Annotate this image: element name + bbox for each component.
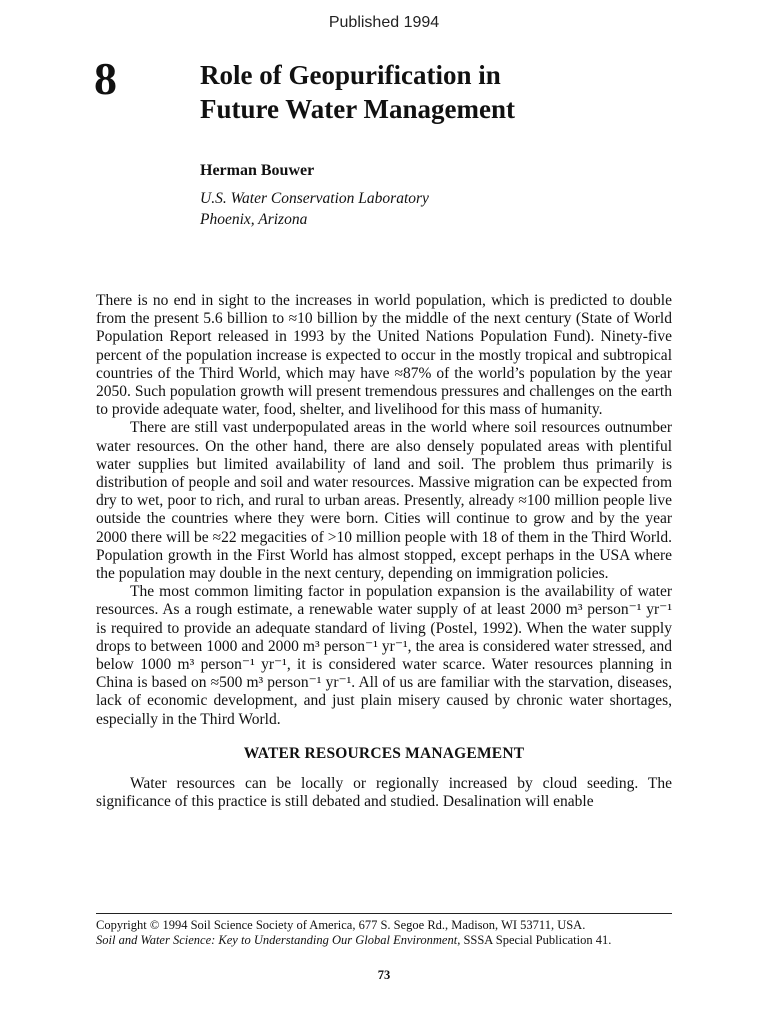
chapter-title <box>200 58 700 126</box>
footer-note <box>96 918 672 948</box>
footnote-divider <box>96 913 672 914</box>
section-heading: WATER RESOURCES MANAGEMENT <box>243 744 525 762</box>
chapter-number: 8 <box>94 53 117 104</box>
paragraph-2: There are still vast underpopulated areas in the world where soil resources outnumber water resources. On the other hand, there are also densely populated areas with plentiful water supplies but limited availability of land and soil. The problem thus primarily is distribution of people and soil and water resources. Massive migration can be expected from dry to wet, poor to rich, and rural to urban areas. Presently, already ≈100 million people live outside the countries where they were born. Cities will continue to grow and by the year 2000 there will be ≈22 megacities of >10 million people with 18 of them in the Third World. Population growth in the First World has almost stopped, except perhaps in the USA where the population may double in the next century, depending on immigration policies. <box>96 419 672 583</box>
paragraph-1: There is no end in sight to the increases in world population, which is predicted to double from the present 5.6 billion to ≈10 billion by the middle of the next century (State of World Population Report released in 1993 by the United Nations Population Fund). Ninety-five percent of the population increase is expected to occur in the mostly tropical and subtropical countries of the Third World, which may have ≈87% of the world’s population by the year 2050. Such population growth will present tremendous pressures and challenges on the earth to provide adequate water, food, shelter, and livelihood for this mass of humanity. <box>96 292 672 419</box>
affiliation-line-1: U.S. Water Conservation Laboratory <box>200 190 429 207</box>
publication-line <box>96 933 672 948</box>
section-paragraph: Water resources can be locally or regionally increased by cloud seeding. The significance of this practice is still debated and studied. Desalination will enable <box>96 775 672 811</box>
title-line-2: Future Water Management <box>200 94 515 124</box>
author-name: Herman Bouwer <box>200 162 315 179</box>
copyright-line: Copyright © 1994 Soil Science Society of America, 677 S. Segoe Rd., Madison, WI 53711, USA. <box>96 918 586 932</box>
page-number: 73 <box>377 968 391 982</box>
paragraph-3: The most common limiting factor in population expansion is the availability of water resources. As a rough estimate, a renewable water supply of at least 2000 m³ person⁻¹ yr⁻¹ is required to provide an adequate standard of living (Postel, 1992). When the water supply drops to between 1000 and 2000 m³ person⁻¹ yr⁻¹, the area is considered water stressed, and below 1000 m³ person⁻¹ yr⁻¹, it is considered water scarce. Water resources planning in China is based on ≈500 m³ person⁻¹ yr⁻¹. All of us are familiar with the starvation, diseases, lack of economic development, and just plain misery caused by chronic water shortages, especially in the Third World. <box>96 583 672 728</box>
body-text <box>96 292 672 811</box>
publication-info: , SSSA Special Publication 41. <box>457 933 612 947</box>
affiliation-line-2: Phoenix, Arizona <box>200 211 308 228</box>
journal-title: Soil and Water Science: Key to Understanding Our Global Environment <box>96 933 458 947</box>
published-label: Published 1994 <box>328 14 440 31</box>
title-line-1: Role of Geopurification in <box>200 60 501 90</box>
